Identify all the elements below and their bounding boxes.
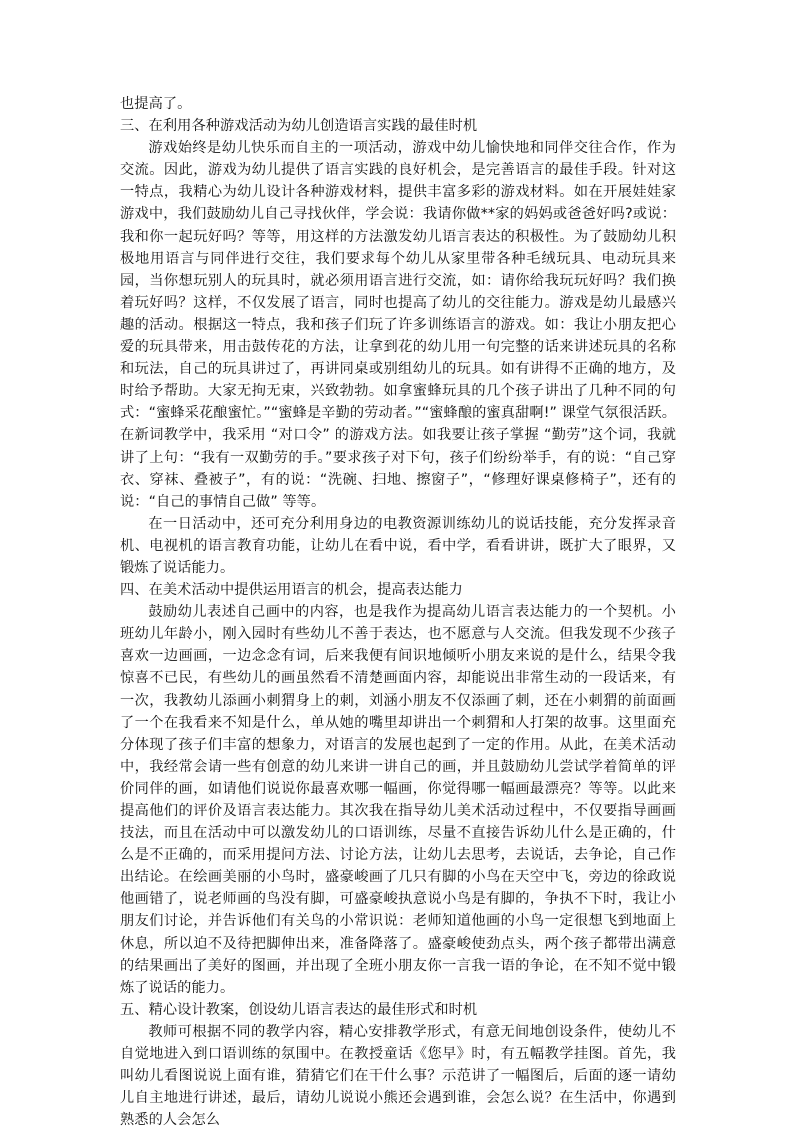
- section-heading: 四、在美术活动中提供运用语言的机会，提高表达能力: [120, 582, 463, 599]
- document-page: [120, 93, 676, 1131]
- section-heading: 三、在利用各种游戏活动为幼儿创造语言实践的最佳时机: [120, 118, 478, 135]
- paragraph: 鼓励幼儿表述自己画中的内容，也是我作为提高幼儿语言表达能力的一个契机。小班幼儿年龄小，刚入园时有些幼儿不善于表达，也不愿意与人交流。但我发现不少孩子喜欢一边画画，一边念念有词，后来我便有间识地倾听小朋友来说的是什么，结果令我惊喜不已民，有些幼儿的画虽然看不清楚画面内容，却能说出非常生动的一段话来，有一次，我教幼儿添画小刺猬身上的刺，刘涵小朋友不仅添画了刺，还在小刺猬的前面画了一个在我看来不知是什么，单从她的嘴里却讲出一个刺猬和人打架的故事。这里面充分体现了孩子们丰富的想象力，对语言的发展也起到了一定的作用。从此，在美术活动中，我经常会请一些有创意的幼儿来讲一讲自己的画，并且鼓励幼儿尝试学着简单的评价同伴的画，如请他们说说你最喜欢哪一幅画，你觉得哪一幅画最漂亮？等等。以此来提高他们的评价及语言表达能力。其次我在指导幼儿美术活动过程中，不仅要指导画画技法，而且在活动中可以激发幼儿的口语训练，尽量不直接告诉幼儿什么是正确的，什么是不正确的，而采用提问方法、讨论方法，让幼儿去思考，去说话，去争论，自己作出结论。在绘画美丽的小鸟时，盛豪峻画了几只有脚的小鸟在天空中飞，旁边的徐政说他画错了，说老师画的鸟没有脚，可盛豪峻执意说小鸟是有脚的，争执不下时，我让小朋友们讨论，并告诉他们有关鸟的小常识说：老师知道他画的小鸟一定很想飞到地面上休息，所以迫不及待把脚伸出来，准备降落了。盛豪峻使劲点头，两个孩子都带出满意的结果画出了美好的图画，并出现了全班小朋友你一言我一语的争论，在不知不觉中锻炼了说话的能力。: [120, 604, 676, 996]
- lead-line: 也提高了。: [120, 96, 192, 112]
- section-heading: 五、精心设计教案，创设幼儿语言表达的最佳形式和时机: [120, 1001, 478, 1018]
- paragraph: 在一日活动中，还可充分利用身边的电教资源训练幼儿的说话技能，充分发挥录音机、电视机的语言教育功能，让幼儿在看中说，看中学，看看讲讲，既扩大了眼界，又锻炼了说话能力。: [120, 515, 676, 576]
- paragraph: 游戏始终是幼儿快乐而自主的一项活动，游戏中幼儿愉快地和同伴交往合作，作为交流。因此，游戏为幼儿提供了语言实践的良好机会，是完善语言的最佳手段。针对这一特点，我精心为幼儿设计各种游戏材料，提供丰富多彩的游戏材料。如在开展娃娃家游戏中，我们鼓励幼儿自己寻找伙伴，学会说：我请你做**家的妈妈或爸爸好吗?或说：我和你一起玩好吗？等等，用这样的方法激发幼儿语言表达的积极性。为了鼓励幼儿积极地用语言与同伴进行交往，我们要求每个幼儿从家里带各种毛绒玩具、电动玩具来园，当你想玩别人的玩具时，就必须用语言进行交流，如：请你给我玩玩好吗？我们换着玩好吗？这样，不仅发展了语言，同时也提高了幼儿的交往能力。游戏是幼儿最感兴趣的活动。根据这一特点，我和孩子们玩了许多训练语言的游戏。如：我让小朋友把心爱的玩具带来，用击鼓传花的方法，让拿到花的幼儿用一句完整的话来讲述玩具的名称和玩法，自己的玩具讲过了，再讲同桌或别组幼儿的玩具。如有讲得不正确的地方，及时给予帮助。大家无拘无束，兴致勃勃。如拿蜜蜂玩具的几个孩子讲出了几种不同的句式：“蜜蜂采花酿蜜忙。”“蜜蜂是辛勤的劳动者。”“蜜蜂酿的蜜真甜啊!” 课堂气氛很活跃。在新词教学中，我采用 “对口令” 的游戏方法。如我要让孩子掌握 “勤劳”这个词，我就讲了上句：“我有一双勤劳的手。”要求孩子对下句，孩子们纷纷举手，有的说：“自己穿衣、穿袜、叠被子”，有的说：“洗碗、扫地、擦窗子”，“修理好课桌修椅子”，还有的说：“自己的事情自己做” 等等。: [120, 140, 676, 510]
- paragraph: 教师可根据不同的教学内容，精心安排教学形式，有意无间地创设条件，使幼儿不自觉地进入到口语训练的氛围中。在教授童话《您早》时，有五幅教学挂图。首先，我叫幼儿看图说说上面有谁，猜猜它们在干什么事？示范讲了一幅图后，后面的逐一请幼儿自主地进行讲述，最后，请幼儿说说小熊还会遇到谁，会怎么说？在生活中，你遇到熟悉的人会怎么: [120, 1023, 676, 1129]
